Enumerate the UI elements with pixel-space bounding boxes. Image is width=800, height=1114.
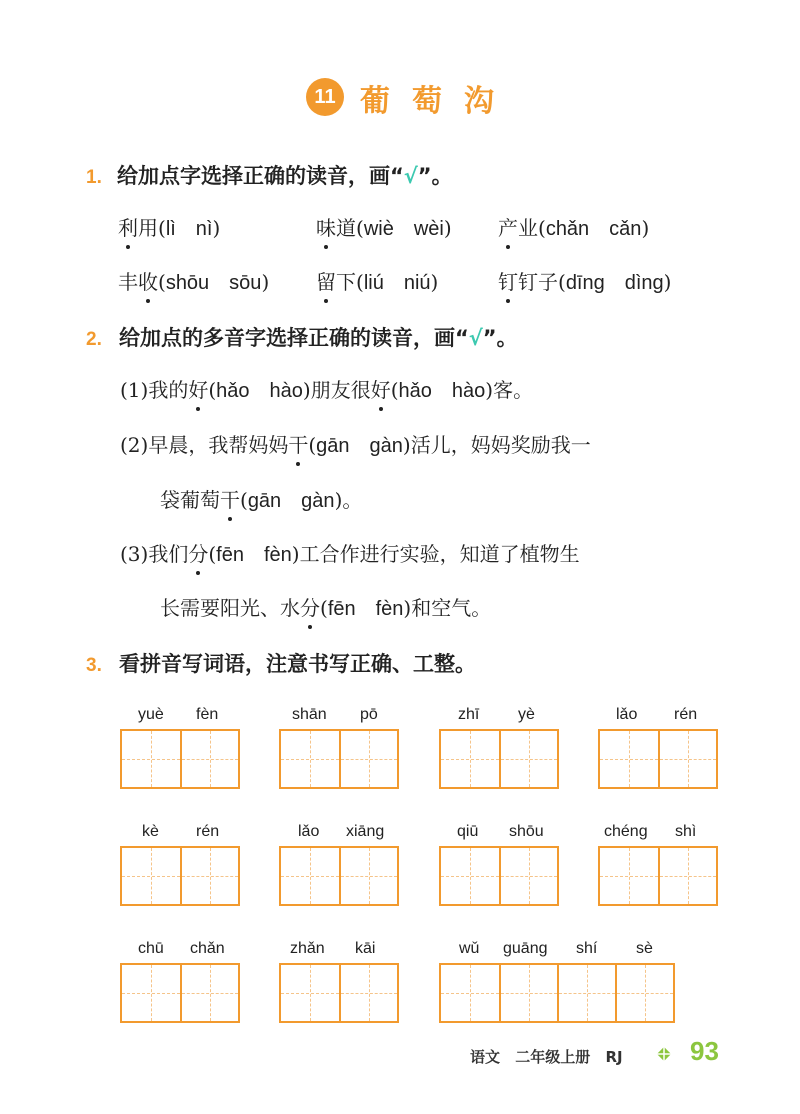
q1-item-2: 味道(wiè wèi) bbox=[316, 216, 452, 240]
q2-prompt: 给加点的多音字选择正确的读音，画“√”。 bbox=[118, 326, 518, 350]
grid-cell[interactable] bbox=[441, 848, 499, 904]
pinyin: shì bbox=[675, 823, 697, 840]
q1-item-5: 留下(liú niú) bbox=[316, 270, 439, 294]
grid-cell[interactable] bbox=[600, 731, 658, 787]
writing-grid-11[interactable] bbox=[439, 963, 675, 1023]
pinyin: sè bbox=[636, 940, 653, 957]
grid-cell[interactable] bbox=[658, 848, 716, 904]
pinyin: kè bbox=[142, 823, 159, 840]
writing-grid-2[interactable] bbox=[279, 729, 399, 789]
writing-grid-5[interactable] bbox=[120, 846, 240, 906]
grid-cell[interactable] bbox=[658, 731, 716, 787]
pinyin: zhī bbox=[458, 706, 480, 723]
pinyin: lǎo bbox=[298, 823, 320, 840]
q1-heading bbox=[86, 160, 453, 190]
pinyin: guāng bbox=[503, 940, 548, 957]
q2-number: 2. bbox=[86, 329, 102, 350]
q1-item-3: 产业(chǎn cǎn) bbox=[498, 216, 650, 240]
pinyin: shōu bbox=[509, 823, 544, 840]
pinyin: rén bbox=[196, 823, 220, 840]
pinyin: chéng bbox=[604, 823, 648, 840]
q2-sentence-1: (1)我的好(hǎo hào)朋友很好(hǎo hào)客。 bbox=[120, 378, 534, 402]
grid-cell[interactable] bbox=[499, 731, 557, 787]
q3-heading bbox=[86, 648, 476, 678]
q1-item-4: 丰收(shōu sōu) bbox=[118, 270, 270, 294]
grid-cell[interactable] bbox=[339, 965, 397, 1021]
pinyin: chū bbox=[138, 940, 164, 957]
q2-sentence-2-cont: 袋葡萄干(gān gàn)。 bbox=[160, 488, 363, 512]
q1-number: 1. bbox=[86, 167, 102, 188]
footer-book-info: 语文 二年级上册 RJ bbox=[470, 1048, 623, 1066]
grid-cell[interactable] bbox=[122, 731, 180, 787]
grid-cell[interactable] bbox=[339, 848, 397, 904]
grid-cell[interactable] bbox=[122, 848, 180, 904]
pinyin: shān bbox=[292, 706, 327, 723]
grid-cell[interactable] bbox=[441, 731, 499, 787]
grid-cell[interactable] bbox=[281, 965, 339, 1021]
grid-cell[interactable] bbox=[281, 731, 339, 787]
writing-grid-6[interactable] bbox=[279, 846, 399, 906]
writing-grid-4[interactable] bbox=[598, 729, 718, 789]
q2-sentence-3: (3)我们分(fēn fèn)工合作进行实验，知道了植物生 bbox=[120, 542, 580, 566]
lesson-number-badge: 11 bbox=[306, 78, 344, 116]
writing-grid-8[interactable] bbox=[598, 846, 718, 906]
pinyin: fèn bbox=[196, 706, 219, 723]
grid-cell[interactable] bbox=[499, 848, 557, 904]
writing-grid-7[interactable] bbox=[439, 846, 559, 906]
grid-cell[interactable] bbox=[339, 731, 397, 787]
pinyin: xiāng bbox=[346, 823, 385, 840]
grid-cell[interactable] bbox=[281, 848, 339, 904]
writing-grid-1[interactable] bbox=[120, 729, 240, 789]
grid-cell[interactable] bbox=[557, 965, 615, 1021]
pinyin: yuè bbox=[138, 706, 164, 723]
check-mark-icon: √ bbox=[468, 326, 483, 350]
pinyin: qiū bbox=[457, 823, 479, 840]
grid-cell[interactable] bbox=[615, 965, 673, 1021]
q3-prompt: 看拼音写词语，注意书写正确、工整。 bbox=[118, 652, 476, 676]
pinyin: shí bbox=[576, 940, 598, 957]
grid-cell[interactable] bbox=[180, 965, 238, 1021]
pinyin: lǎo bbox=[616, 706, 638, 723]
grid-cell[interactable] bbox=[600, 848, 658, 904]
writing-grid-9[interactable] bbox=[120, 963, 240, 1023]
pinyin: pō bbox=[360, 706, 378, 723]
pinyin: yè bbox=[518, 706, 535, 723]
lesson-title: 葡萄沟 bbox=[360, 84, 516, 119]
pinyin: chǎn bbox=[190, 940, 225, 957]
grid-cell[interactable] bbox=[180, 731, 238, 787]
q1-item-1: 利用(lì nì) bbox=[118, 216, 221, 240]
grid-cell[interactable] bbox=[122, 965, 180, 1021]
grid-cell[interactable] bbox=[441, 965, 499, 1021]
writing-grid-10[interactable] bbox=[279, 963, 399, 1023]
pinyin: zhǎn bbox=[290, 940, 325, 957]
pinyin: kāi bbox=[355, 940, 376, 957]
q2-sentence-2: (2)早晨，我帮妈妈干(gān gàn)活儿，妈妈奖励我一 bbox=[120, 433, 591, 457]
q2-heading bbox=[86, 322, 518, 352]
writing-grid-3[interactable] bbox=[439, 729, 559, 789]
grid-cell[interactable] bbox=[180, 848, 238, 904]
grid-cell[interactable] bbox=[499, 965, 557, 1021]
q3-number: 3. bbox=[86, 655, 102, 676]
pinyin: rén bbox=[674, 706, 698, 723]
q2-sentence-3-cont: 长需要阳光、水分(fēn fèn)和空气。 bbox=[160, 596, 492, 620]
q1-prompt: 给加点字选择正确的读音，画“√”。 bbox=[116, 164, 453, 188]
pinyin: wǔ bbox=[459, 940, 480, 957]
page-number: 93 bbox=[690, 1036, 719, 1066]
clover-icon bbox=[654, 1044, 674, 1064]
q1-item-6: 钉钉子(dīng dìng) bbox=[498, 270, 672, 294]
check-mark-icon: √ bbox=[403, 164, 418, 188]
